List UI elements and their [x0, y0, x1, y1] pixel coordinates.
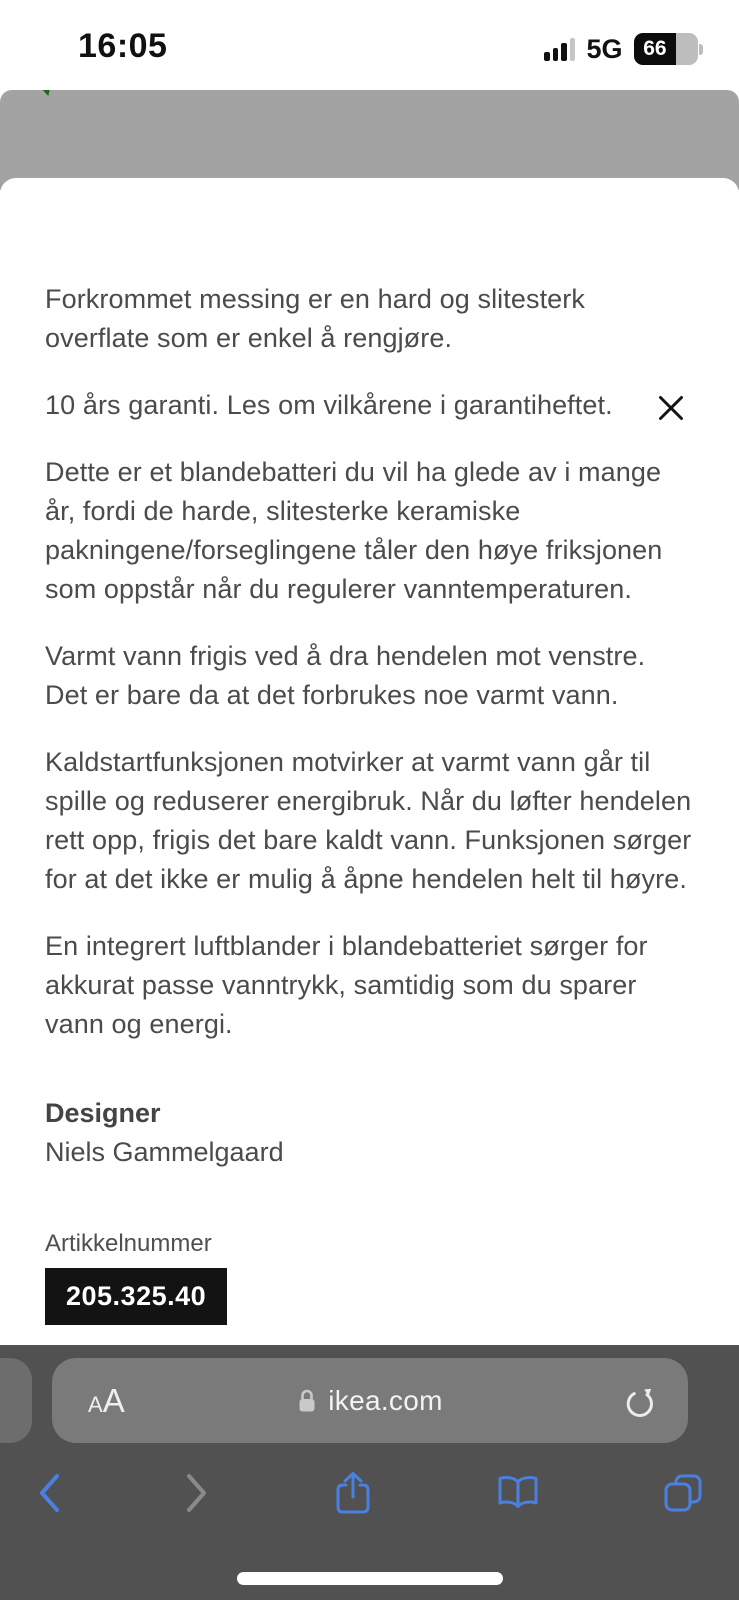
- address-bar[interactable]: [52, 1358, 688, 1443]
- description-paragraph: Dette er et blandebatteri du vil ha glede av i mange år, fordi de harde, slitesterke keramiske pakningene/forseglingene tåler den høye friksjonen som oppstår når du regulerer vanntemperaturen.: [45, 457, 663, 604]
- close-button[interactable]: [649, 386, 693, 430]
- back-button[interactable]: [36, 1472, 62, 1514]
- lock-icon: [297, 1388, 317, 1414]
- sheet-content: [0, 178, 739, 1325]
- bookmarks-button[interactable]: [495, 1474, 541, 1512]
- article-number-label: Artikkelnummer: [45, 1230, 212, 1257]
- share-button[interactable]: [333, 1469, 373, 1517]
- share-icon: [333, 1469, 373, 1517]
- safari-bottom-bar: [0, 1345, 739, 1600]
- tabs-button[interactable]: [663, 1473, 703, 1513]
- network-type-label: 5G: [586, 33, 623, 64]
- article-number-badge: 205.325.40: [45, 1268, 227, 1325]
- description-paragraph: Forkrommet messing er en hard og slitesterk overflate som er enkel å rengjøre.: [45, 284, 585, 353]
- battery-percent: 66: [634, 33, 677, 65]
- home-indicator[interactable]: [237, 1572, 503, 1585]
- reload-icon: [620, 1383, 656, 1419]
- description-paragraph: Varmt vann frigis ved å dra hendelen mot venstre. Det er bare da at det forbrukes noe varmt vann.: [45, 641, 646, 710]
- close-icon: [656, 393, 686, 423]
- cellular-signal-icon: [544, 38, 575, 61]
- chevron-right-icon: [184, 1472, 210, 1514]
- tabs-icon: [663, 1473, 703, 1513]
- status-bar: [0, 0, 739, 90]
- chevron-left-icon: [36, 1472, 62, 1514]
- description-paragraph: 10 års garanti. Les om vilkårene i garantiheftet.: [45, 390, 613, 420]
- modal-backdrop[interactable]: [0, 90, 739, 190]
- description-paragraph: Kaldstartfunksjonen motvirker at varmt vann går til spille og reduserer energibruk. Når du løfter hendelen rett opp, frigis det bare kaldt vann. Funksjonen sørger for at det ikke er mulig å åpne hendelen helt til høyre.: [45, 747, 692, 894]
- url-text: ikea.com: [328, 1384, 443, 1416]
- battery-icon: [634, 33, 704, 65]
- browser-toolbar: [0, 1457, 739, 1529]
- adjacent-tab-pill[interactable]: [0, 1358, 32, 1443]
- clock: 16:05: [78, 27, 168, 65]
- status-indicators: [544, 33, 703, 65]
- forward-button[interactable]: [184, 1472, 210, 1514]
- designer-heading: Designer: [45, 1098, 161, 1128]
- designer-name: Niels Gammelgaard: [45, 1137, 284, 1167]
- reader-options-button[interactable]: A A: [82, 1358, 131, 1443]
- reload-button[interactable]: [614, 1358, 662, 1443]
- open-book-icon: [495, 1474, 541, 1512]
- url-field[interactable]: [52, 1358, 688, 1443]
- description-paragraph: En integrert luftblander i blandebatteriet sørger for akkurat passe vanntrykk, samtidig som du sparer vann og energi.: [45, 931, 648, 1039]
